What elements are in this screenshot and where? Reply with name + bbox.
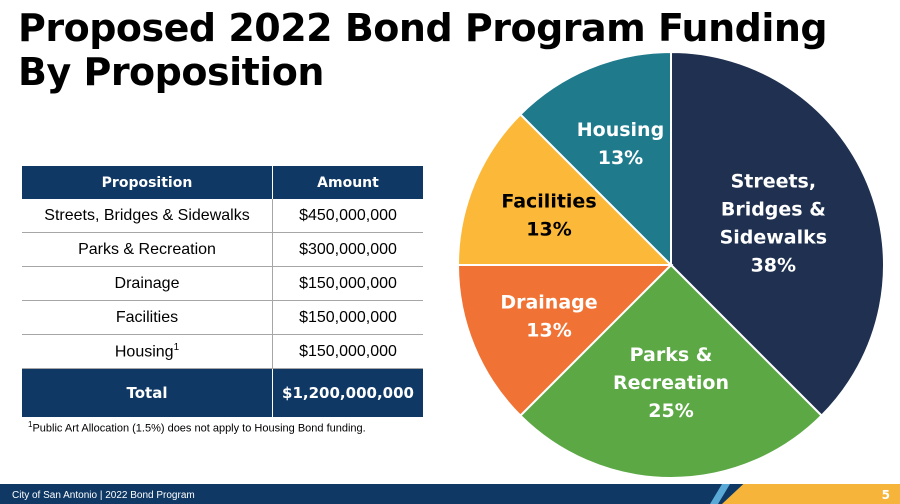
slice-label-line: Facilities: [501, 190, 597, 213]
footnote-marker: 1: [28, 420, 33, 429]
proposition-text: Housing: [114, 343, 174, 361]
slice-label-line: Streets,: [730, 170, 817, 193]
proposition-cell: Parks & Recreation: [22, 233, 273, 267]
total-label: Total: [22, 369, 273, 418]
total-amount: $1,200,000,000: [273, 369, 424, 418]
footer-text: City of San Antonio | 2022 Bond Program: [12, 490, 195, 501]
header-amount: Amount: [273, 166, 424, 199]
amount-cell: $150,000,000: [273, 335, 424, 369]
title-line-1: Proposed 2022 Bond Program Funding: [18, 6, 828, 50]
header-proposition: Proposition: [22, 166, 273, 199]
slice-label-line: Housing: [576, 118, 665, 141]
page-number: 5: [881, 488, 890, 502]
slice-label-line: Bridges &: [720, 198, 826, 221]
footnote-marker: 1: [173, 341, 180, 353]
amount-cell: $450,000,000: [273, 199, 424, 233]
slice-label-line: 13%: [597, 146, 644, 169]
title-line-2: By Proposition: [18, 50, 324, 94]
footnote-text: Public Art Allocation (1.5%) does not apply to Housing Bond funding.: [32, 422, 366, 435]
slice-label-line: Parks &: [629, 344, 713, 367]
amount-cell: $300,000,000: [273, 233, 424, 267]
slice-label-line: Drainage: [500, 291, 598, 314]
proposition-cell: Drainage: [22, 267, 273, 301]
amount-cell: $150,000,000: [273, 267, 424, 301]
slice-label-line: Recreation: [612, 372, 730, 395]
slice-label-line: Sidewalks: [719, 226, 828, 249]
slice-label-line: 13%: [526, 218, 572, 241]
proposition-cell: Streets, Bridges & Sidewalks: [22, 199, 273, 233]
slice-label-line: 25%: [648, 400, 694, 423]
proposition-cell: Facilities: [22, 301, 273, 335]
slice-label-line: 38%: [750, 254, 797, 277]
footer-accent-gold: [722, 484, 900, 504]
amount-cell: $150,000,000: [273, 301, 424, 335]
slice-label-line: 13%: [526, 319, 572, 342]
